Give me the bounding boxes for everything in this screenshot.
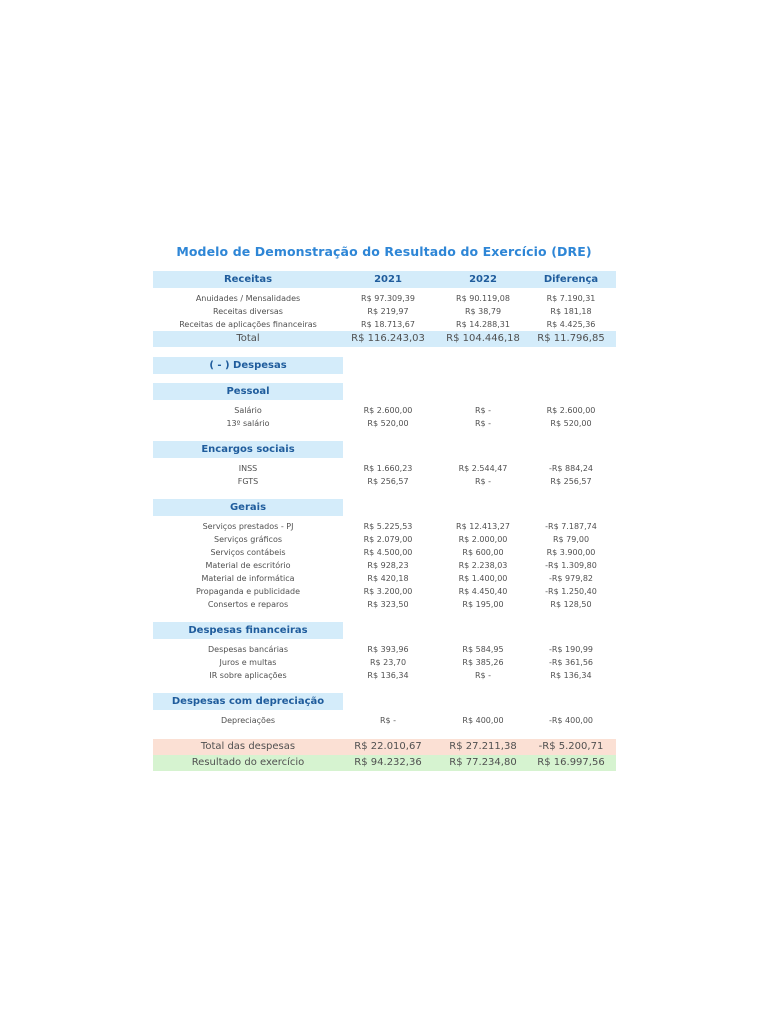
row-2021: R$ 323,50 xyxy=(367,600,409,609)
row-2022: R$ - xyxy=(474,671,492,680)
row-diff: R$ 520,00 xyxy=(550,419,592,428)
document-title: Modelo de Demonstração do Resultado do Exercício (DRE) xyxy=(176,244,592,259)
row-2022: R$ 2.238,03 xyxy=(458,561,508,570)
total-diff: R$ 11.796,85 xyxy=(537,333,605,344)
row-label: Receitas de aplicações financeiras xyxy=(179,320,317,329)
row-label: Salário xyxy=(234,406,262,415)
encargos-heading: Encargos sociais xyxy=(201,444,295,455)
row-2021: R$ 219,97 xyxy=(367,307,409,316)
row-2022: R$ 195,00 xyxy=(462,600,504,609)
row-2021: R$ 3.200,00 xyxy=(363,587,413,596)
row-diff: -R$ 361,56 xyxy=(548,658,594,667)
row-2022: R$ 12.413,27 xyxy=(456,522,510,531)
row-label: FGTS xyxy=(237,477,259,486)
row-diff: R$ 136,34 xyxy=(550,671,592,680)
pessoal-heading: Pessoal xyxy=(226,386,270,397)
header-2022: 2022 xyxy=(469,274,497,285)
header-receitas: Receitas xyxy=(223,274,273,285)
row-label: 13º salário xyxy=(226,419,270,428)
row-2021: R$ 5.225,53 xyxy=(363,522,413,531)
row-diff: R$ 3.900,00 xyxy=(546,548,596,557)
row-2022: R$ 90.119,08 xyxy=(456,294,510,303)
resultado-diff: R$ 16.997,56 xyxy=(537,757,605,768)
row-label: Serviços contábeis xyxy=(210,548,286,557)
row-diff: R$ 181,18 xyxy=(550,307,592,316)
row-2021: R$ 2.600,00 xyxy=(363,406,413,415)
row-label: Depreciações xyxy=(220,716,276,725)
total-despesas-2022: R$ 27.211,38 xyxy=(449,741,517,752)
row-2021: R$ 420,18 xyxy=(367,574,409,583)
row-diff: R$ 79,00 xyxy=(552,535,590,544)
row-label: Material de informática xyxy=(201,574,295,583)
total-despesas-2021: R$ 22.010,67 xyxy=(354,741,422,752)
row-diff: -R$ 7.187,74 xyxy=(545,522,597,531)
total-label: Total xyxy=(236,333,260,344)
financeiras-heading: Despesas financeiras xyxy=(188,625,308,636)
row-2021: R$ 136,34 xyxy=(367,671,409,680)
depreciacao-heading: Despesas com depreciação xyxy=(171,696,325,707)
row-diff: -R$ 190,99 xyxy=(548,645,594,654)
despesas-heading: ( - ) Despesas xyxy=(209,360,287,371)
row-diff: R$ 2.600,00 xyxy=(546,406,596,415)
row-2022: R$ 1.400,00 xyxy=(458,574,508,583)
total-despesas-diff: -R$ 5.200,71 xyxy=(538,741,604,752)
row-2021: R$ 18.713,67 xyxy=(361,320,415,329)
row-2022: R$ 600,00 xyxy=(462,548,504,557)
row-2021: R$ - xyxy=(379,716,397,725)
row-2021: R$ 97.309,39 xyxy=(361,294,415,303)
row-label: INSS xyxy=(238,464,258,473)
row-2022: R$ 14.288,31 xyxy=(456,320,510,329)
row-2021: R$ 393,96 xyxy=(367,645,409,654)
row-diff: R$ 4.425,36 xyxy=(546,320,596,329)
row-diff: -R$ 884,24 xyxy=(548,464,594,473)
row-2021: R$ 520,00 xyxy=(367,419,409,428)
row-label: Despesas bancárias xyxy=(208,645,288,654)
resultado-2021: R$ 94.232,36 xyxy=(354,757,422,768)
row-2021: R$ 1.660,23 xyxy=(363,464,413,473)
row-2022: R$ 584,95 xyxy=(462,645,504,654)
row-label: Propaganda e publicidade xyxy=(196,587,300,596)
resultado-label: Resultado do exercício xyxy=(191,757,305,768)
row-2022: R$ 2.544,47 xyxy=(458,464,508,473)
header-2021: 2021 xyxy=(374,274,402,285)
row-label: Serviços gráficos xyxy=(213,535,283,544)
row-2022: R$ - xyxy=(474,477,492,486)
row-diff: -R$ 1.250,40 xyxy=(545,587,597,596)
row-diff: R$ 128,50 xyxy=(550,600,592,609)
row-2021: R$ 928,23 xyxy=(367,561,409,570)
row-label: Receitas diversas xyxy=(213,307,283,316)
row-2022: R$ - xyxy=(474,406,492,415)
row-2021: R$ 23,70 xyxy=(369,658,407,667)
row-2022: R$ - xyxy=(474,419,492,428)
row-2022: R$ 385,26 xyxy=(462,658,504,667)
row-label: Consertos e reparos xyxy=(207,600,289,609)
row-diff: -R$ 1.309,80 xyxy=(545,561,597,570)
row-diff: -R$ 979,82 xyxy=(548,574,594,583)
row-label: Serviços prestados - PJ xyxy=(202,522,294,531)
row-2022: R$ 38,79 xyxy=(464,307,502,316)
row-2021: R$ 2.079,00 xyxy=(363,535,413,544)
row-label: Material de escritório xyxy=(205,561,291,570)
row-label: Juros e multas xyxy=(219,658,277,667)
row-diff: R$ 256,57 xyxy=(550,477,592,486)
row-diff: -R$ 400,00 xyxy=(548,716,594,725)
row-diff: R$ 7.190,31 xyxy=(546,294,596,303)
total-2022: R$ 104.446,18 xyxy=(446,333,520,344)
row-2022: R$ 4.450,40 xyxy=(458,587,508,596)
row-2021: R$ 256,57 xyxy=(367,477,409,486)
row-2022: R$ 400,00 xyxy=(462,716,504,725)
header-diferenca: Diferença xyxy=(543,274,599,285)
total-despesas-label: Total das despesas xyxy=(200,741,296,752)
gerais-heading: Gerais xyxy=(229,502,267,513)
row-2021: R$ 4.500,00 xyxy=(363,548,413,557)
resultado-2022: R$ 77.234,80 xyxy=(449,757,517,768)
row-label: IR sobre aplicações xyxy=(209,671,287,680)
row-label: Anuidades / Mensalidades xyxy=(195,294,301,303)
total-2021: R$ 116.243,03 xyxy=(351,333,425,344)
row-2022: R$ 2.000,00 xyxy=(458,535,508,544)
